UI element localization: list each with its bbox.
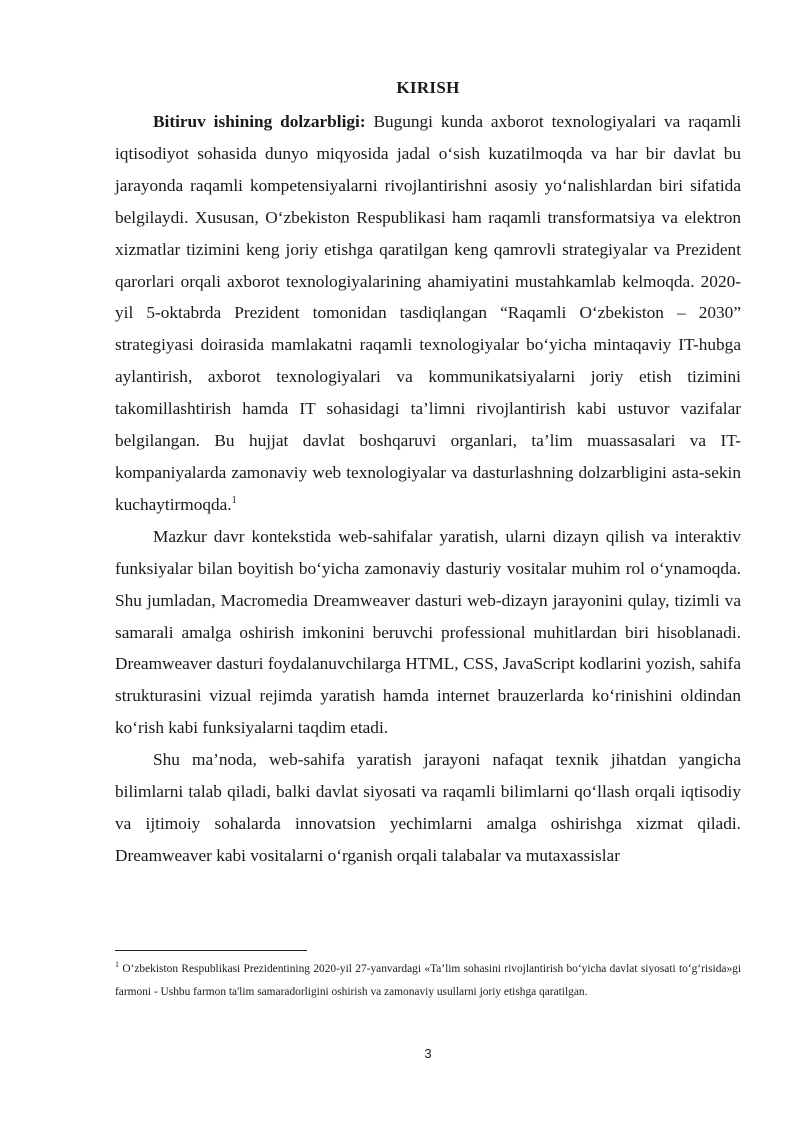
footnote bbox=[115, 958, 741, 1004]
page-number: 3 bbox=[424, 1046, 432, 1061]
footnote-separator bbox=[115, 950, 307, 951]
footnote-reference[interactable]: 1 bbox=[231, 495, 237, 507]
footnote-text: O‘zbekiston Respublikasi Prezidentining 2020-yil 27-yanvardagi «Ta’lim sohasini rivojlantirish bo‘yicha davlat siyosati to‘g‘risida»gi farmoni - Ushbu farmon ta'lim samaradorligini oshirish va zamonaviy usullarni joriy etishga qaratilgan. bbox=[115, 963, 741, 998]
page-heading: KIRISH bbox=[396, 78, 460, 97]
paragraph-lead: Bitiruv ishining dolzarbligi: bbox=[153, 112, 366, 131]
paragraph-text: Bugungi kunda axborot texnologiyalari va raqamli iqtisodiyot sohasida dunyo miqyosida jadal o‘sish kuzatilmoqda va har bir davlat bu jarayonda raqamli kompetensiyalarni rivojlantirishni asosiy yo‘nalishlardan biri sifatida belgilaydi. Xususan, O‘zbekiston Respublikasi ham raqamli transformatsiya va elektron xizmatlar tizimini keng joriy etishga qaratilgan keng qamrovli strategiyalar va Prezident qarorlari orqali axborot texnologiyalarining ahamiyatini mustahkamlab kelmoqda. 2020-yil 5-oktabrda Prezident tomonidan tasdiqlangan “Raqamli O‘zbekiston – 2030” strategiyasi doirasida mamlakatni raqamli texnologiyalar bo‘yicha mintaqaviy IT-hubga aylantirish, axborot texnologiyalari va kommunikatsiyalarni joriy etish tizimini takomillashtirish hamda IT sohasidagi ta’limni rivojlantirish kabi ustuvor vazifalar belgilangan. Bu hujjat davlat boshqaruvi organlari, ta’lim muassasalari va IT-kompaniyalarda zamonaviy web texnologiyalar va dasturlashning dolzarbligini asta-sekin kuchaytirmoqda. bbox=[115, 112, 741, 514]
footnote-number: 1 bbox=[115, 960, 119, 970]
paragraph-relevance bbox=[115, 106, 741, 521]
paragraph-web-page-creation: Shu ma’noda, web-sahifa yaratish jarayoni nafaqat texnik jihatdan yangicha bilimlarni talab qiladi, balki davlat siyosati va raqamli bilimlarni qo‘llash orqali iqtisodiy va ijtimoiy sohalarda innovatsion yechimlarni amalga oshirishga xizmat qiladi. Dreamweaver kabi vositalarni o‘rganish orqali talabalar va mutaxassislar bbox=[115, 750, 741, 865]
paragraph-dreamweaver: Mazkur davr kontekstida web-sahifalar yaratish, ularni dizayn qilish va interaktiv funksiyalar bilan boyitish bo‘yicha zamonaviy dasturiy vositalar muhim rol o‘ynamoqda. Shu jumladan, Macromedia Dreamweaver dasturi web-dizayn jarayonini qulay, tizimli va samarali amalga oshirish imkonini beruvchi professional muhitlardan biri hisoblanadi. Dreamweaver dasturi foydalanuvchilarga HTML, CSS, JavaScript kodlarini yozish, sahifa strukturasini vizual rejimda yaratish hamda internet brauzerlarda ko‘rinishini oldindan ko‘rish kabi funksiyalarni taqdim etadi. bbox=[115, 526, 741, 738]
body-text bbox=[115, 106, 741, 872]
